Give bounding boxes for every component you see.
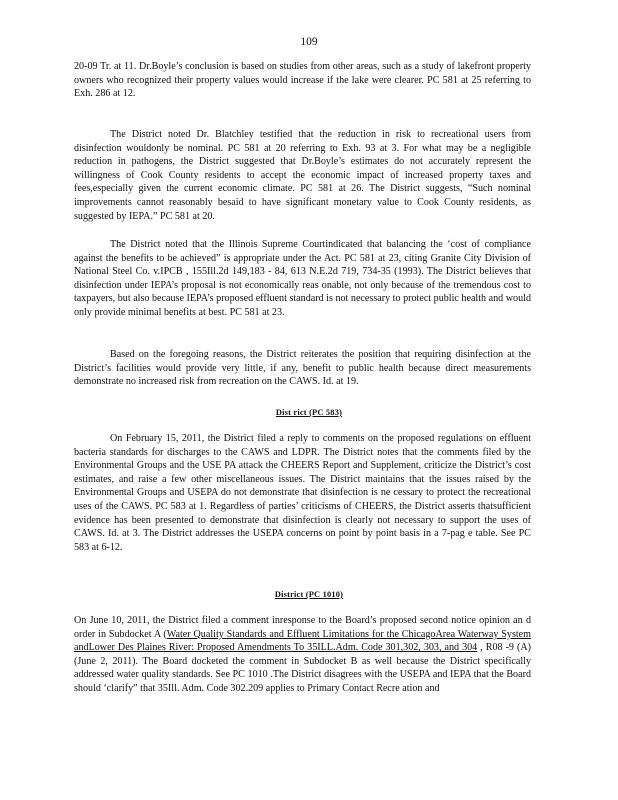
rulemaking-title: Water Quality Standards and Effluent Limitations for the ChicagoArea Waterway System andLower Des Plaines River: Proposed Amendments To 35ILL.Adm. Code 301,302, 303, and 304	[74, 628, 532, 654]
paragraph-june-comment	[74, 614, 531, 696]
paragraph-supreme-court-balancing: The District noted that the Illinois Supreme Courtindicated that balancing the ‘cost of compliance against the benefits to be achieved” is appropriate under the Act. PC 581 at 23, citing Granite City Division of National Steel Co. v.IPCB , 155Ill.2d 149,183 - 84, 613 N.E.2d 719, 734-35 (1993). The District believes that disinfection under IEPA’s proposal is not economically reas onable, not only because of the tremendous cost to taxpayers, but also because IEPA’s proposed effluent standard is not necessary to protect public health and would only provide minimal benefits at best. PC 581 at 23.	[74, 239, 531, 318]
paragraph-reply-to-comments: On February 15, 2011, the District filed a reply to comments on the proposed regulations on effluent bacteria standards for discharges to the CAWS and LDPR. The District notes that the comments filed by the Environmental Groups and the USE PA attack the CHEERS Report and Supplement, criticize the District’s cost estimates, and raise a few other miscellaneous issues. The District maintains that the issues raised by the Environmental Groups and USEPA do not demonstrate that disinfection is ne cessary to protect the recreational uses of the CAWS. PC 583 at 1. Regardless of parties’ criticisms of CHEERS, the District asserts thatsufficient evidence has been presented to demonstrate that disinfection is clearly not necessary to support the uses of CAWS. Id. at 3. The District addresses the USEPA concerns on point by point basis in a 7-pag e table. See PC 583 at 6-12.	[74, 433, 531, 553]
june-comment-lead: On June 10, 2011, the District filed a comment inresponse to the Board’s proposed second notice opinion an d order in Subdocket A (	[74, 615, 531, 640]
section-heading-pc-583	[0, 408, 618, 417]
june-comment-rest: , R08 -9 (A) (June 2, 2011). The Board docketed the comment in Subdocket B as well because the District specifically addressed water quality standards. See PC 1010 .The District disagrees with the USEPA and IEPA that the Board should ‘clarify” that 35Ill. Adm. Code 302.209 applies to Primary Contact Recre ation and	[74, 642, 531, 694]
section-heading-pc-1010-text: District (PC 1010)	[274, 590, 344, 599]
paragraph-blatchley-testimony: The District noted Dr. Blatchley testified that the reduction in risk to recreational users from disinfection wouldonly be nominal. PC 581 at 20 referring to Exh. 93 at 3. For what may be a negligible reduction in pathogens, the District suggested that Dr.Boyle’s estimates do not accurately represent the willingness of Cook County residents to accept the economic impact of increased property taxes and fees,especially given the current economic climate. PC 581 at 26. The District suggests, “Such nominal improvements cannot reasonably besaid to have significant monetary value to Cook County residents, as suggested by IEPA.” PC 581 at 20.	[74, 129, 531, 222]
section-heading-pc-583-text: Dist rict (PC 583)	[275, 408, 343, 417]
section-heading-pc-1010	[0, 590, 618, 599]
paragraph-boyle-conclusion: 20-09 Tr. at 11. Dr.Boyle’s conclusion is based on studies from other areas, such as a study of lakefront property owners who recognized their property values would increase if the lake were clearer. PC 581 at 25 referring to Exh. 286 at 12.	[74, 61, 531, 100]
page-number: 109	[300, 36, 318, 48]
paragraph-district-reiterates: Based on the foregoing reasons, the District reiterates the position that requiring disinfection at the District’s facilities would provide very little, if any, benefit to public health because direct measurements demonstrate no increased risk from recreation on the CAWS. Id. at 19.	[74, 349, 531, 388]
